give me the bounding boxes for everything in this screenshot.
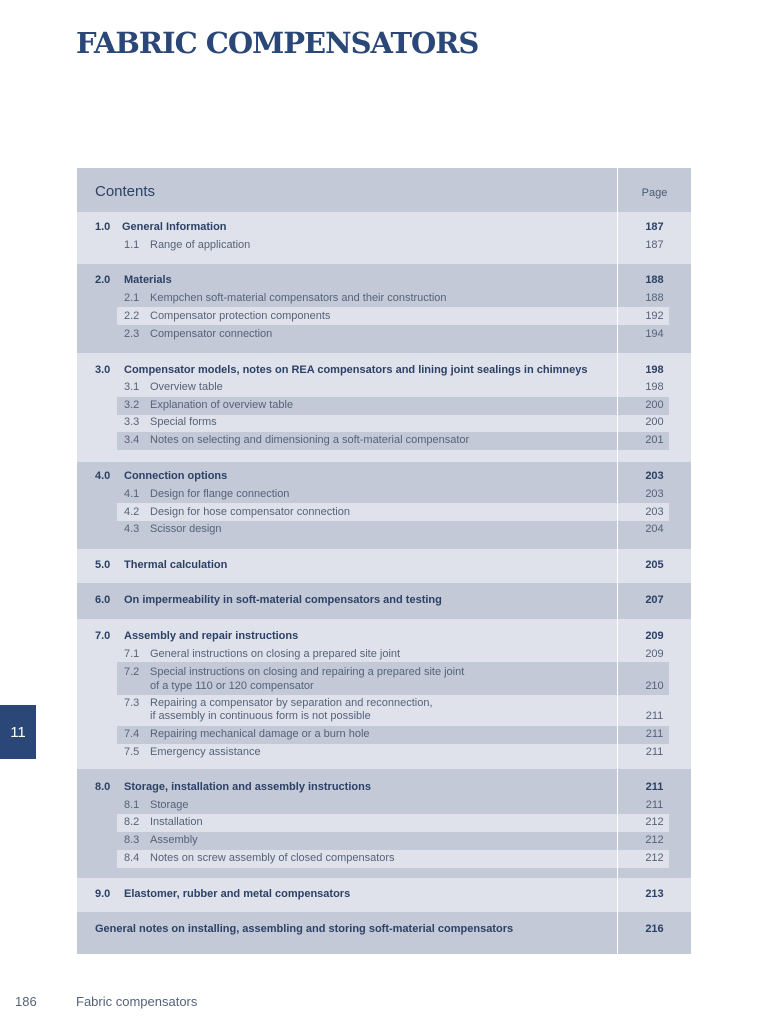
section-number: 7.0: [95, 630, 111, 642]
item-number: 7.4: [124, 728, 140, 740]
item-label: Assembly: [150, 834, 198, 846]
section-page: 198: [645, 364, 664, 376]
item-label: Special instructions on closing and repairing a prepared site joint: [150, 666, 465, 678]
item-label: Overview table: [150, 381, 223, 393]
section-label: Materials: [124, 274, 172, 286]
item-label: Storage: [150, 799, 189, 811]
section-label: Assembly and repair instructions: [124, 630, 299, 642]
footer-title: Fabric compensators: [76, 994, 198, 1009]
item-page: 200: [645, 416, 664, 428]
section-label: Elastomer, rubber and metal compensators: [124, 888, 351, 900]
section-number: 6.0: [95, 594, 111, 606]
item-label: Design for hose compensator connection: [150, 506, 350, 518]
item-label: Compensator connection: [150, 328, 273, 340]
section-number: 8.0: [95, 781, 111, 793]
item-page: 203: [645, 506, 664, 518]
section-page: 213: [645, 888, 664, 900]
item-number: 4.2: [124, 506, 140, 518]
item-number: 8.3: [124, 834, 140, 846]
item-label: Repairing a compensator by separation and reconnection,: [150, 697, 433, 709]
item-page: 211: [645, 728, 664, 740]
item-label: Special forms: [150, 416, 217, 428]
section-label: General Information: [122, 221, 227, 233]
item-page: 209: [645, 648, 664, 660]
item-page: 212: [645, 816, 664, 828]
item-number: 8.1: [124, 799, 140, 811]
footer-page-number: 186: [15, 994, 37, 1009]
item-number: 4.1: [124, 488, 140, 500]
item-number: 3.1: [124, 381, 140, 393]
item-page: 194: [645, 328, 664, 340]
chapter-tab[interactable]: 11: [0, 705, 36, 759]
item-label: Range of application: [150, 239, 251, 251]
section-page: 203: [645, 470, 664, 482]
item-page: 201: [645, 434, 664, 446]
item-label-line2: if assembly in continuous form is not possible: [150, 710, 371, 722]
item-label: Repairing mechanical damage or a burn hole: [150, 728, 370, 740]
item-label: Compensator protection components: [150, 310, 331, 322]
item-page: 200: [645, 399, 664, 411]
item-number: 3.2: [124, 399, 140, 411]
item-label: Notes on selecting and dimensioning a soft-material compensator: [150, 434, 470, 446]
section-page: 216: [645, 923, 664, 935]
section-label: Connection options: [124, 470, 228, 482]
item-number: 2.3: [124, 328, 140, 340]
item-number: 4.3: [124, 523, 140, 535]
item-number: 1.1: [124, 239, 140, 251]
page-title: FABRIC COMPENSATORS: [76, 26, 479, 60]
item-page: 212: [645, 852, 664, 864]
section-label: Thermal calculation: [124, 559, 228, 571]
item-page: 188: [645, 292, 664, 304]
item-label: Notes on screw assembly of closed compensators: [150, 852, 395, 864]
item-label-line2: of a type 110 or 120 compensator: [150, 680, 314, 692]
item-number: 7.3: [124, 697, 140, 709]
section-number: 2.0: [95, 274, 111, 286]
item-page: 204: [645, 523, 664, 535]
item-label: Design for flange connection: [150, 488, 290, 500]
item-label: Scissor design: [150, 523, 222, 535]
item-page: 192: [645, 310, 664, 322]
item-number: 3.3: [124, 416, 140, 428]
item-page: 198: [645, 381, 664, 393]
item-page: 211: [645, 710, 664, 722]
item-page: 212: [645, 834, 664, 846]
item-label: Kempchen soft-material compensators and their construction: [150, 292, 447, 304]
section-page: 211: [645, 781, 664, 793]
item-number: 7.5: [124, 746, 140, 758]
page-column-header: Page: [641, 187, 668, 199]
section-page: 209: [645, 630, 664, 642]
section-number: 4.0: [95, 470, 111, 482]
section-number: 3.0: [95, 364, 111, 376]
item-number: 8.2: [124, 816, 140, 828]
item-page: 210: [645, 680, 664, 692]
section-label: Storage, installation and assembly instructions: [124, 781, 371, 793]
section-page: 207: [645, 594, 664, 606]
section-page: 205: [645, 559, 664, 571]
section-band: [77, 212, 691, 264]
item-number: 2.2: [124, 310, 140, 322]
section-label: On impermeability in soft-material compensators and testing: [124, 594, 442, 606]
item-page: 211: [645, 746, 664, 758]
section-number: 5.0: [95, 559, 111, 571]
section-page: 187: [645, 221, 664, 233]
item-number: 3.4: [124, 434, 140, 446]
section-number: 1.0: [95, 221, 111, 233]
item-number: 7.2: [124, 666, 140, 678]
table-of-contents: [77, 168, 691, 954]
item-number: 8.4: [124, 852, 140, 864]
toc-header: [77, 168, 691, 212]
item-number: 2.1: [124, 292, 140, 304]
item-page: 187: [645, 239, 664, 251]
item-number: 7.1: [124, 648, 140, 660]
item-page: 203: [645, 488, 664, 500]
section-label: General notes on installing, assembling and storing soft-material compensators: [95, 923, 514, 935]
toc-heading: Contents: [95, 183, 156, 200]
item-label: Installation: [150, 816, 203, 828]
section-number: 9.0: [95, 888, 111, 900]
item-label: Emergency assistance: [150, 746, 261, 758]
section-page: 188: [645, 274, 664, 286]
item-label: General instructions on closing a prepared site joint: [150, 648, 401, 660]
item-label: Explanation of overview table: [150, 399, 294, 411]
item-page: 211: [645, 799, 664, 811]
section-label: Compensator models, notes on REA compensators and lining joint sealings in chimneys: [124, 364, 588, 376]
